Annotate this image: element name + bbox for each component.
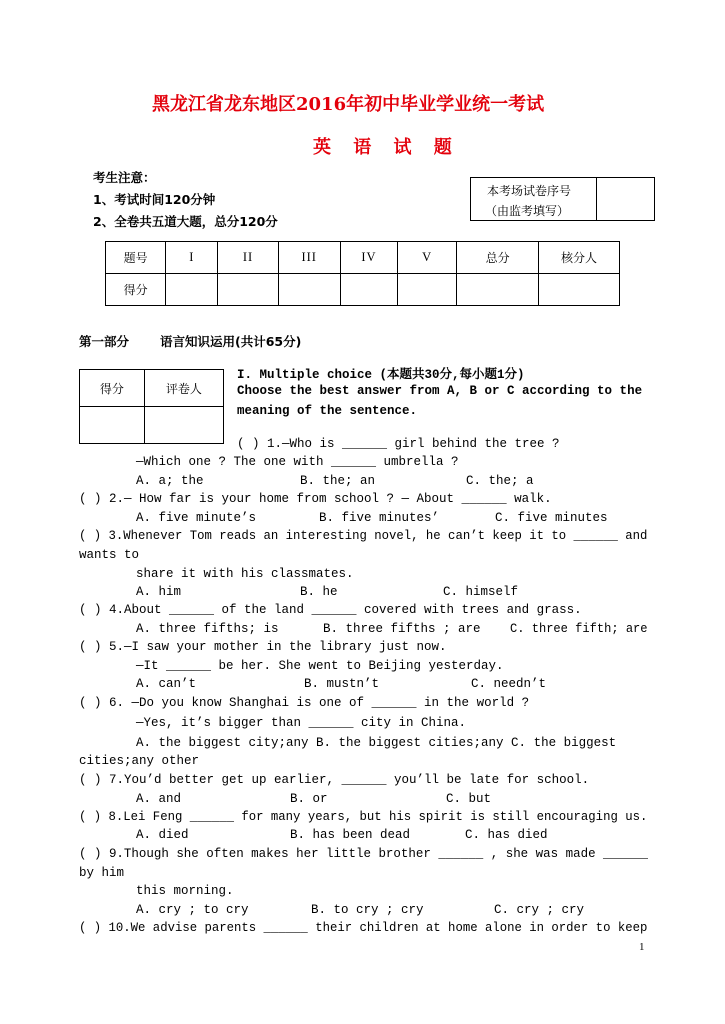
score-table-col: II bbox=[218, 242, 278, 274]
question-line: ( ) 10.We advise parents ______ their children at home alone in order to keep bbox=[79, 921, 648, 935]
score-cell[interactable] bbox=[278, 274, 340, 306]
score-table-col: 总分 bbox=[457, 242, 539, 274]
score-table bbox=[105, 241, 620, 306]
question-line: this morning. bbox=[136, 884, 234, 898]
exam-subtitle: 英 语 试 题 bbox=[313, 137, 460, 158]
section-heading: I. Multiple choice (本题共30分,每小题1分) bbox=[237, 368, 525, 382]
score-table-col: I bbox=[166, 242, 218, 274]
answer-option: A. him bbox=[136, 585, 182, 599]
part-label: 第一部分 bbox=[79, 334, 130, 349]
answer-option: A. and bbox=[136, 792, 182, 806]
score-table-col: 核分人 bbox=[539, 242, 620, 274]
score-cell[interactable] bbox=[340, 274, 397, 306]
answer-option: A. can’t bbox=[136, 677, 197, 691]
question-line: ( ) 1.—Who is ______ girl behind the tree ? bbox=[237, 437, 560, 451]
question-line: —It ______ be her. She went to Beijing yesterday. bbox=[136, 659, 504, 673]
answer-option: C. himself bbox=[443, 585, 519, 599]
exam-title: 黑龙江省龙东地区2016年初中毕业学业统一考试 bbox=[152, 94, 545, 115]
answer-option: cities;any other bbox=[79, 754, 200, 768]
question-line: —Which one ? The one with ______ umbrella ? bbox=[136, 455, 459, 469]
score-table-col: III bbox=[278, 242, 340, 274]
score-table-col: IV bbox=[340, 242, 397, 274]
grader-score-label: 得分 bbox=[80, 370, 145, 407]
question-line: ( ) 2.— How far is your home from school ? — About ______ walk. bbox=[79, 492, 552, 506]
answer-option: C. the; a bbox=[466, 474, 534, 488]
answer-option: B. to cry ; cry bbox=[311, 903, 424, 917]
question-line: ( ) 9.Though she often makes her little brother ______ , she was made ______ bbox=[79, 847, 648, 861]
seat-number-note: （由监考填写） bbox=[485, 204, 570, 218]
answer-option: C. has died bbox=[465, 828, 548, 842]
grader-name-label: 评卷人 bbox=[144, 370, 223, 407]
answer-option: A. a; the bbox=[136, 474, 204, 488]
score-table-row-label: 得分 bbox=[106, 274, 166, 306]
seat-number-input[interactable] bbox=[598, 179, 652, 218]
question-line: by him bbox=[79, 866, 125, 880]
question-line: ( ) 6. —Do you know Shanghai is one of ______ in the world ? bbox=[79, 696, 530, 710]
score-cell[interactable] bbox=[218, 274, 278, 306]
part-title: 语言知识运用(共计65分) bbox=[160, 334, 302, 349]
question-line: wants to bbox=[79, 548, 140, 562]
question-line: ( ) 7.You’d better get up earlier, ______ you’ll be late for school. bbox=[79, 773, 590, 787]
section-instruction: Choose the best answer from A, B or C according to the bbox=[237, 384, 643, 398]
answer-option: B. five minutes’ bbox=[319, 511, 440, 525]
question-line: ( ) 8.Lei Feng ______ for many years, but his spirit is still encouraging us. bbox=[79, 810, 648, 824]
notice-heading: 考生注意： bbox=[93, 170, 156, 185]
grader-box bbox=[79, 369, 224, 444]
answer-option: A. five minute’s bbox=[136, 511, 257, 525]
grader-score-cell[interactable] bbox=[80, 407, 145, 444]
answer-option: C. needn’t bbox=[471, 677, 547, 691]
score-table-col: V bbox=[398, 242, 457, 274]
question-line: ( ) 3.Whenever Tom reads an interesting novel, he can’t keep it to ______ and bbox=[79, 529, 648, 543]
answer-option: B. the; an bbox=[300, 474, 376, 488]
answer-option: B. mustn’t bbox=[304, 677, 380, 691]
answer-option: C. but bbox=[446, 792, 492, 806]
answer-option: C. three fifth; are bbox=[510, 622, 648, 636]
question-line: ( ) 5.—I saw your mother in the library just now. bbox=[79, 640, 447, 654]
score-cell[interactable] bbox=[398, 274, 457, 306]
page-number: 1 bbox=[639, 941, 645, 953]
section-instruction: meaning of the sentence. bbox=[237, 404, 418, 418]
answer-option: A. cry ; to cry bbox=[136, 903, 249, 917]
seat-number-label: 本考场试卷序号 bbox=[487, 184, 572, 198]
answer-option: A. the biggest city;any B. the biggest cities;any C. the biggest bbox=[136, 736, 617, 750]
grader-name-cell[interactable] bbox=[144, 407, 223, 444]
notice-item: 2、全卷共五道大题，总分120分 bbox=[93, 214, 278, 229]
score-cell[interactable] bbox=[539, 274, 620, 306]
answer-option: A. three fifths; is bbox=[136, 622, 279, 636]
answer-option: C. five minutes bbox=[495, 511, 608, 525]
answer-option: B. has been dead bbox=[290, 828, 411, 842]
notice-item: 1、考试时间120分钟 bbox=[93, 192, 216, 207]
answer-option: A. died bbox=[136, 828, 189, 842]
score-cell[interactable] bbox=[457, 274, 539, 306]
score-cell[interactable] bbox=[166, 274, 218, 306]
seat-number-divider bbox=[596, 178, 597, 220]
answer-option: B. three fifths ; are bbox=[323, 622, 481, 636]
seat-number-box bbox=[470, 177, 655, 221]
question-line: share it with his classmates. bbox=[136, 567, 354, 581]
score-table-header-label: 题号 bbox=[106, 242, 166, 274]
question-line: —Yes, it’s bigger than ______ city in China. bbox=[136, 716, 467, 730]
question-line: ( ) 4.About ______ of the land ______ covered with trees and grass. bbox=[79, 603, 582, 617]
answer-option: B. or bbox=[290, 792, 328, 806]
answer-option: C. cry ; cry bbox=[494, 903, 585, 917]
answer-option: B. he bbox=[300, 585, 338, 599]
